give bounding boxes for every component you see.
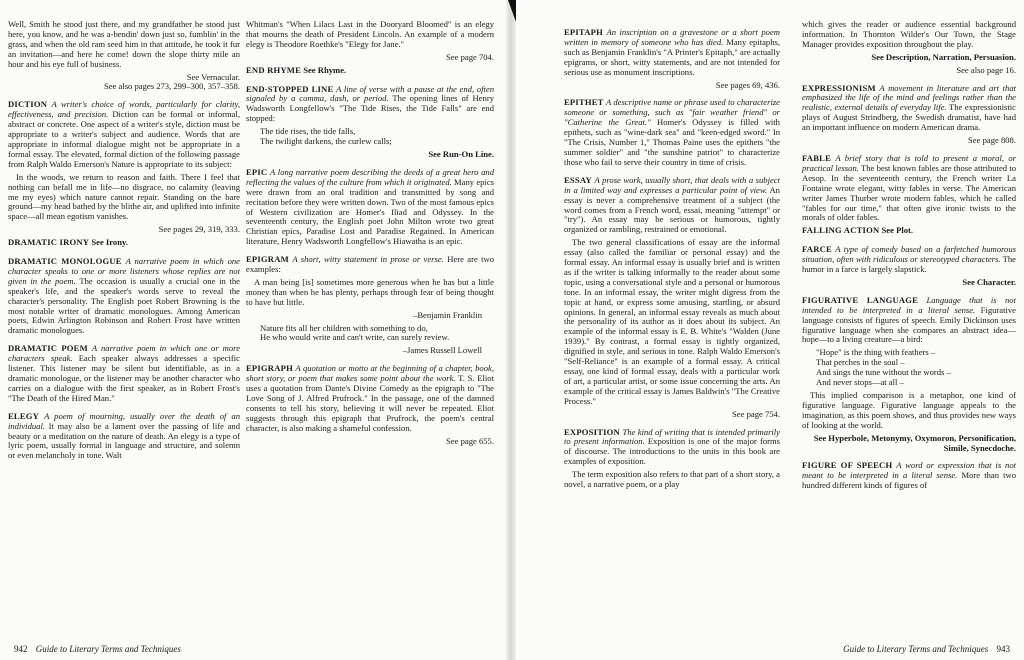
entry-body: The best known fables are those attributed to Aesop. In the seventeenth century, the French writer La Fontaine wrote elegant, witty fables in verse. The American writer James Thurber wrote modern fables, which he called "fables for our time," that often give ironic twists to the morals of older fables. [802,162,1017,223]
entry-definition: An inscription on a gravestone or a short poem written in memory of someone who has died. [564,27,780,47]
entry-term: EXPRESSIONISM [802,82,876,93]
paragraph: This implied comparison is a metaphor, one kind of figurative language. Figurative language appeals to the imagination, as this poem shows, and thus provides new ways of looking at the world. [802,390,1016,430]
cross-reference [246,53,494,63]
glossary-entry [246,364,494,433]
cross-reference [802,66,1016,76]
verse-line: And never stops—at all – [816,377,904,388]
glossary-entry [8,257,240,336]
glossary-entry [802,461,1016,491]
verse-quote [260,127,494,147]
entry-term: FIGURE OF SPEECH [802,460,893,471]
cross-reference-line: See Vernacular. [186,71,240,82]
quote-attribution: –James Russell Lowell [402,345,482,356]
entry-body: Exposition is one of the major forms of discourse. The introductions to the units in this book are examples of exposition. [564,436,781,467]
verse-line: "Hope" is the thing with feathers – [816,347,936,358]
cross-reference [564,410,780,420]
paragraph: In the woods, we return to reason and faith. There I feel that nothing can befall me in life—no disgrace, no calamity (leaving me my eyes) which nature cannot repair. Standing on the bare ground—my head bathed by the blithe air, and uplifted into infinite space—all mean egotism vanishes. [8,171,240,222]
entry-definition: A poem of mourning, usually over the death of an individual. [8,410,240,431]
glossary-entry [246,255,494,275]
entry-definition: A type of comedy based on a farfetched humorous situation, often with ridiculous or stereotyped characters. [802,244,1016,265]
cross-reference [564,81,780,91]
entry-term: EPIGRAPH [246,363,293,374]
glossary-entry [802,84,1016,134]
right-column-2 [802,20,1016,494]
cross-reference-line: See pages 69, 436. [715,79,780,90]
entry-definition: A narrative poem in which one or more characters speak. [8,343,241,364]
left-column-2 [246,20,494,450]
paragraph: which gives the reader or audience essential background information. In Thornton Wilder's Our Town, the Stage Manager provides exposition throughout the play. [802,19,1016,49]
entry-term: END-STOPPED LINE [246,83,334,94]
entry-see: See Plot. [881,225,914,236]
entry-definition: A descriptive name or phrase used to characterize someone or something, such as "fair weather friend" or "Catherine the Great." [564,97,780,128]
cross-reference [246,437,494,447]
cross-reference-line: See page 808. [968,135,1016,146]
entry-definition: A movement in literature and art that emphasized the life of the mind and feelings rather than the realistic, external details of everyday life. [802,82,1017,113]
left-column-1 [8,20,240,464]
glossary-entry [8,100,240,169]
entry-definition: A word or expression that is not meant to be interpreted in a literal sense. [802,460,1017,481]
verse-quote [816,348,1016,388]
entry-body: The humor in a farce is largely slapstick. [802,254,1016,275]
glossary-entry [564,176,780,235]
verse-line: The tide rises, the tide falls, [260,126,356,137]
entry-definition: A prose work, usually short, that deals with a subject in a limited way and expresses a particular point of view. [564,174,780,195]
entry-term: EPITAPH [564,27,603,37]
cross-reference: See Run-On Line. [428,148,494,159]
verse-line: He who would write and can't write, can surely review. [260,332,450,343]
verse-line: The twilight darkens, the curlew calls; [260,136,392,147]
verse-line: And sings the tune without the words – [816,367,951,378]
running-title: Guide to Literary Terms and Techniques [843,644,989,654]
entry-body: Figurative language consists of figures of speech. Emily Dickinson uses figurative language when she compares an abstract idea—hope—to a living creature—a bird: [802,304,1016,345]
glossary-entry [802,226,1016,236]
glossary-entry [802,245,1016,275]
right-footer [843,644,1016,654]
entry-body: T. S. Eliot uses a quotation from Dante's Divine Comedy as the epigraph to "The Love Song of J. Alfred Prufrock." In the passage, one of the damned consents to tell his story, believing it will never be repeated. Eliot suggests through this epigraph that Prufrock, the poem's central character, is also making a shameful confession. [246,373,494,433]
verse-line: That perches in the soul – [816,357,905,368]
glossary-entry [802,154,1016,223]
paragraph: The two general classifications of essay are the informal essay (also called the familiar or personal essay) and the formal essay. An informal essay is usually brief and is written as if the writer is talking informally to the reader about some topic, using a conversational style and a personal or humorous tone. In an informal essay, the writer might digress from the topic at hand, or express some amusing, startling, or absurd opinions. In general, an informal essay reveals as much about the personality of its author as it does about its subject. An example of the informal essay is E. B. White's "Walden (June 1939)." By contrast, a formal essay is tightly organized, dignified in style, and serious in tone. Ralph Waldo Emerson's "Self-Reliance" is an example of a formal essay. A critical essay, one kind of formal essay, deals with a particular work of art, a particular artist, or some issue concerning the arts. An example of the critical essay is James Baldwin's "The Creative Process." [564,237,780,406]
glossary-entry [8,412,240,462]
entry-body: Many epitaphs, such as Benjamin Franklin's "A Printer's Epitaph," are actually epigrams, or short, witty statements, and are not intended for serious use as monument inscriptions. [564,36,780,77]
entry-term: FABLE [802,152,832,163]
glossary-entry [246,66,494,76]
entry-definition: A short, witty statement in prose or verse. [292,254,444,265]
glossary-entry [8,238,240,248]
entry-term: FIGURATIVE LANGUAGE [802,294,919,305]
entry-term: EXPOSITION [564,426,620,437]
cross-reference: See Character. [962,276,1016,287]
entry-body: Diction can be formal or informal, abstract or concrete. One aspect of a writer's style, diction must be appropriate to a writer's subject and audience. Words that are appropriate in informal dialogue might not be appropriate in a formal essay. The elevated, formal diction of the following passage from Ralph Waldo Emerson's Nature is appropriate to its subject: [8,109,240,169]
entry-term: EPIGRAM [246,254,289,265]
paragraph: A man being [is] sometimes more generous when he has but a little money than when he has plenty, perhaps through fear of being thought to have but little. [246,276,494,307]
entry-body: The occasion is usually a crucial one in the speaker's life, and the speaker's words serve to reveal the character's personality. The English poet Robert Browning is the most notable writer of dramatic monologues. Among American poets, Edwin Arlington Robinson and Robert Frost have written dramatic monologues. [8,275,240,336]
entry-body: The opening lines of Henry Wadsworth Longfellow's "The Tide Rises, the Tide Falls" are end stopped: [246,93,494,124]
glossary-entry [564,428,780,468]
book-gutter [506,0,516,660]
entry-definition: A quotation or motto at the beginning of a chapter, book, short story, or poem that makes some point about the work. [246,363,494,384]
entry-definition: Language that is not intended to be interpreted in a literal sense. [802,294,1016,315]
glossary-entry [564,98,780,167]
running-title: Guide to Literary Terms and Techniques [35,644,181,654]
cross-reference-line: See pages 29, 319, 333. [158,224,240,235]
cross-reference: See Hyperbole, Metonymy, Oxymoron, Personification, Simile, Synecdoche. [813,432,1016,453]
cross-reference: See Description, Narration, Persuasion. [871,51,1016,62]
entry-body: Many epics were drawn from an oral tradition and transmitted by song and recitation before they were written down. Two of the most famous epics of Western civilization are Homer's Iliad and Odyssey. In the seventeenth century, the English poet John Milton wrote two great Christian epics, Paradise Lost and Paradise Regained. In American literature, Henry Wadsworth Longfellow's Hiawatha is an epic. [246,176,494,247]
quote-attribution: –Benjamin Franklin [413,309,482,320]
entry-definition: The kind of writing that is intended primarily to present information. [564,426,780,447]
entry-see: See Rhyme. [303,64,347,75]
entry-definition: A narrative poem in which one character speaks to one or more listeners whose replies are not given in the poem. [8,256,240,286]
page-number: 943 [996,644,1010,654]
entry-term: ESSAY [564,174,592,185]
right-column-1 [564,20,780,493]
entry-body: It may also be a lament over the passing of life and beauty or a meditation on the nature of death. An elegy is a type of lyric poem, usually formal in language and structure, and solemn or even melancholy in tone. Walt [8,420,240,461]
left-page [0,0,506,660]
cross-reference [8,225,240,235]
paragraph: Well, Smith he stood just there, and my grandfather he stood just here, you know, and he was a-bendin' down just so, fumblin' in the grass, and when the old ram seed him in that attitude, he took it fur an invitation—and here he come! down the slope thirty mile an hour and his eye full of business. [8,19,240,69]
verse-line: Nature fits all her children with something to do, [260,322,428,333]
entry-body: An essay is never a comprehensive treatment of a subject (the word comes from a French word, essai, meaning "attempt" or "try"). An essay may be serious or humorous, tightly organized or rambling, restrained or emotional. [564,184,780,235]
entry-term: EPITHET [564,97,604,108]
left-footer [8,644,181,654]
glossary-entry [246,168,494,247]
glossary-entry [246,85,494,125]
entry-definition: A brief story that is told to present a moral, or practical lesson. [802,152,1016,173]
entry-body: The expressionistic plays of August Strindberg, the Swedish dramatist, have had an important influence on modern American drama. [802,102,1016,133]
verse-quote [260,324,494,344]
page-number: 942 [14,644,28,654]
cross-reference-line: See also page 16. [956,64,1016,75]
entry-definition: A writer's choice of words, particularly for clarity, effectiveness, and precision. [8,99,240,120]
paragraph: Whitman's "When Lilacs Last in the Dooryard Bloomed" is an elegy that mourns the death of President Lincoln. An example of a modern elegy is Theodore Roethke's "Elegy for Jane." [246,19,494,49]
cross-reference [8,73,240,93]
entry-body: Homer's Odyssey is filled with epithets, such as "wine-dark sea" and "keen-edged sword." In "The Crisis, Number 1," Thomas Paine uses the epithets "the summer soldier" and "the sunshine patriot" to characterize those who fail to serve their country in time of crisis. [564,117,780,167]
glossary-entry [8,344,240,403]
entry-term: ELEGY [8,410,40,421]
cross-reference [802,136,1016,146]
entry-body: Each speaker always addresses a specific listener. This listener may be silent but identifiable, as in a dramatic monologue, or the listener may be another character who carries on a dialogue with the first speaker, as in Robert Frost's "The Death of the Hired Man." [8,353,240,403]
entry-term: DRAMATIC POEM [8,343,88,354]
glossary-entry [802,296,1016,346]
paragraph: The term exposition also refers to that part of a short story, a novel, a narrative poem, or a play [564,469,780,490]
entry-term: FALLING ACTION [802,225,880,236]
right-page [516,0,1024,660]
entry-definition: A line of verse with a pause at the end, often signaled by a comma, dash, or period. [246,83,494,104]
glossary-entry [564,28,780,78]
entry-term: DICTION [8,99,48,110]
entry-term: EPIC [246,166,268,177]
entry-term: DRAMATIC IRONY [8,237,90,248]
entry-term: FARCE [802,244,832,255]
entry-see: See Irony. [91,237,128,248]
entry-body: More than two hundred different kinds of figures of [802,470,1017,491]
cross-reference-line: See page 704. [446,51,494,62]
cross-reference-line: See page 754. [732,408,780,419]
entry-definition: A long narrative poem describing the deeds of a great hero and reflecting the values of the culture from which it originated. [246,166,494,187]
cross-reference-line: See also pages 273, 299–300, 357–358. [103,81,240,92]
entry-term: END RHYME [246,64,302,75]
entry-term: DRAMATIC MONOLOGUE [8,256,122,267]
entry-body: Here are two examples: [246,254,495,275]
cross-reference-line: See page 655. [446,435,494,446]
